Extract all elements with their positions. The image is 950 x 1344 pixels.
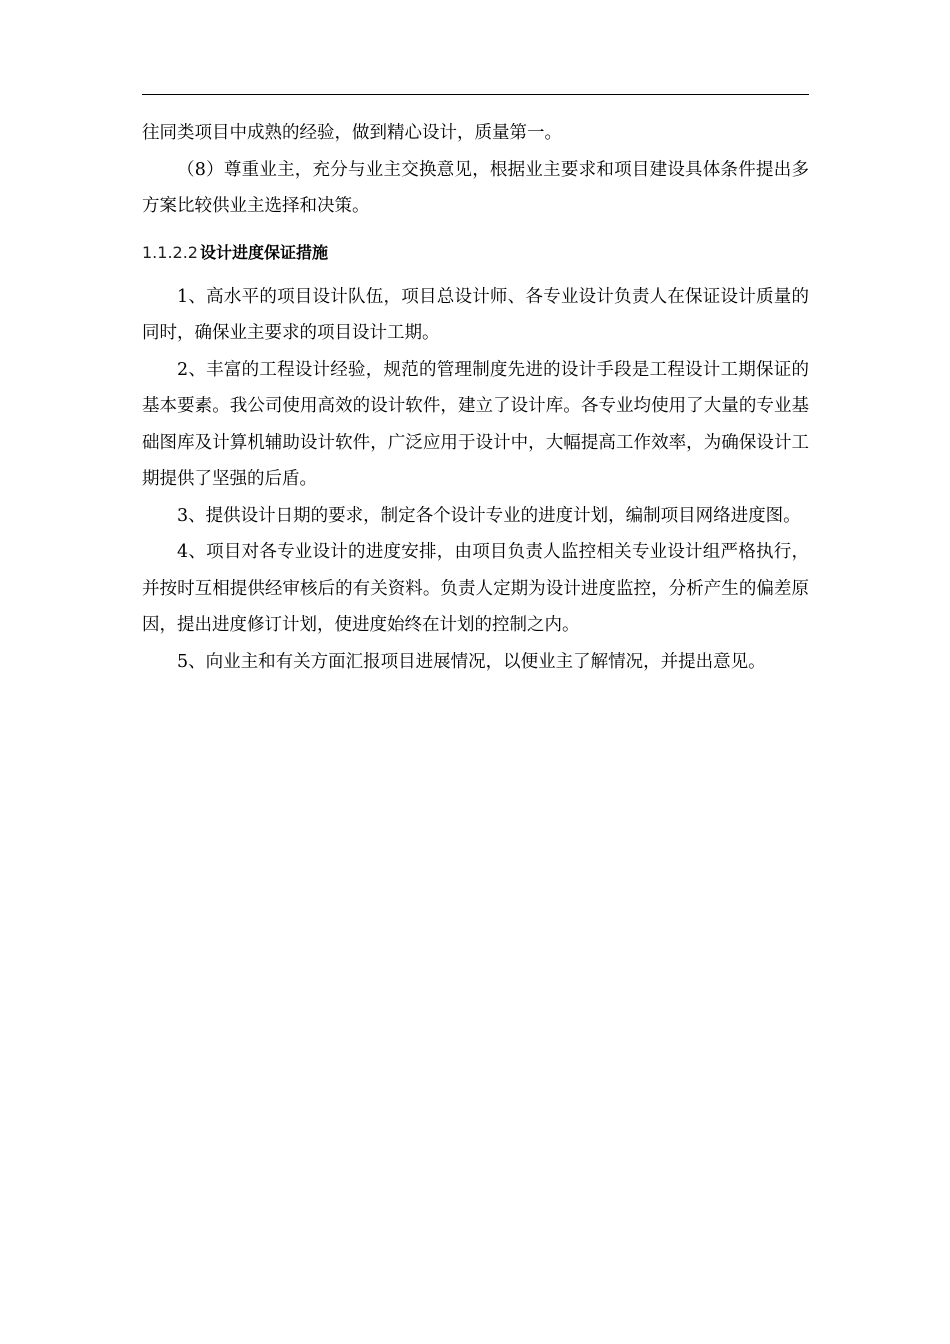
measure-paragraph-1: 1、高水平的项目设计队伍，项目总设计师、各专业设计负责人在保证设计质量的同时，确保业主要求的项目设计工期。 xyxy=(142,286,809,343)
continuation-paragraph: 往同类项目中成熟的经验，做到精心设计，质量第一。 xyxy=(142,123,562,143)
measure-paragraph-2: 2、丰富的工程设计经验，规范的管理制度先进的设计手段是工程设计工期保证的基本要素。我公司使用高效的设计软件，建立了设计库。各专业均使用了大量的专业基础图库及计算机辅助设计软件，广泛应用于设计中，大幅提高工作效率，为确保设计工期提供了坚强的后盾。 xyxy=(142,359,809,489)
measure-paragraph-3: 3、提供设计日期的要求，制定各个设计专业的进度计划，编制项目网络进度图。 xyxy=(177,505,801,526)
section-title: 设计进度保证措施 xyxy=(199,242,328,262)
measure-paragraph-5: 5、向业主和有关方面汇报项目进展情况，以便业主了解情况，并提出意见。 xyxy=(177,651,766,672)
measure-paragraph-4: 4、项目对各专业设计的进度安排，由项目负责人监控相关专业设计组严格执行，并按时互相提供经审核后的有关资料。负责人定期为设计进度监控，分析产生的偏差原因，提出进度修订计划，使进度始终在计划的控制之内。 xyxy=(142,542,809,635)
section-heading xyxy=(142,238,809,268)
item-8-paragraph: （8）尊重业主，充分与业主交换意见，根据业主要求和项目建设具体条件提出多方案比较供业主选择和决策。 xyxy=(142,159,809,216)
header-rule xyxy=(142,94,809,95)
section-number: 1.1.2.2 xyxy=(142,242,198,262)
document-body xyxy=(142,115,809,680)
